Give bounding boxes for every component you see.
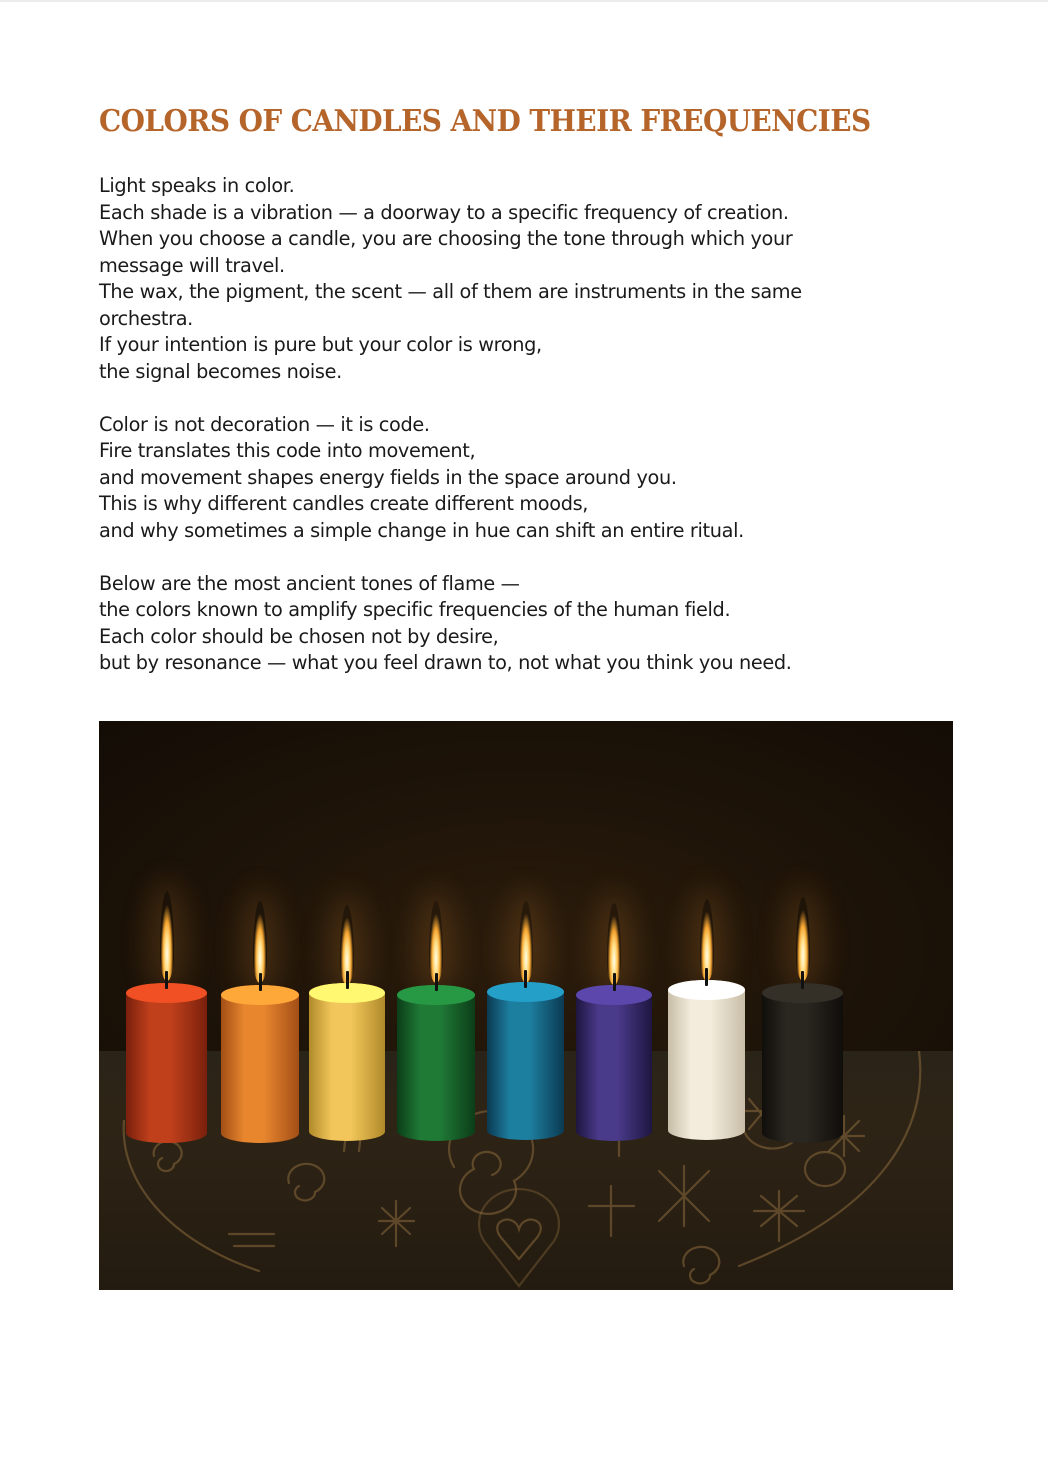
- text-line: This is why different candles create different moods,: [99, 492, 589, 515]
- text-line: and movement shapes energy fields in the space around you.: [99, 465, 677, 489]
- body-text: [99, 173, 919, 677]
- text-line: When you choose a candle, you are choosing the tone through which your: [99, 227, 793, 250]
- candle-white: [668, 980, 745, 1140]
- paragraph-2: [99, 412, 919, 545]
- candle-yellow: [309, 983, 385, 1141]
- text-line: Fire translates this code into movement,: [99, 439, 476, 462]
- candle-flame-icon: [253, 901, 267, 983]
- text-line: Color is not decoration — it is code.: [99, 412, 430, 436]
- text-line: The wax, the pigment, the scent — all of them are instruments in the same: [99, 280, 802, 303]
- text-line: Each color should be chosen not by desire,: [99, 624, 499, 648]
- candle-blue: [487, 982, 564, 1140]
- candle-wick: [165, 971, 168, 989]
- candle-black: [762, 983, 843, 1143]
- candle-green: [397, 985, 475, 1141]
- text-line: Below are the most ancient tones of flame —: [99, 571, 520, 595]
- candle-wick: [613, 973, 616, 991]
- candle-wick: [801, 971, 804, 989]
- paragraph-1: [99, 173, 919, 385]
- page-top-edge: [0, 0, 1048, 2]
- candle-wick: [705, 968, 708, 986]
- candle-wick: [524, 970, 527, 988]
- text-line: message will travel.: [99, 253, 285, 277]
- candle-flame-icon: [796, 897, 810, 981]
- text-line: Light speaks in color.: [99, 174, 295, 197]
- candle-flame-icon: [429, 901, 443, 983]
- text-line: If your intention is pure but your color is wrong,: [99, 333, 542, 356]
- candle-wick: [435, 973, 438, 991]
- text-line: the signal becomes noise.: [99, 359, 342, 383]
- text-line: Each shade is a vibration — a doorway to a specific frequency of creation.: [99, 200, 789, 224]
- candle-wick: [346, 971, 349, 989]
- text-line: the colors known to amplify specific frequencies of the human field.: [99, 598, 731, 621]
- page-title: COLORS OF CANDLES AND THEIR FREQUENCIES: [99, 104, 871, 139]
- text-line: but by resonance — what you feel drawn to, not what you think you need.: [99, 651, 792, 674]
- candle-red: [126, 983, 207, 1143]
- candle-purple: [576, 985, 652, 1141]
- candles-photo: [99, 721, 953, 1290]
- paragraph-3: [99, 571, 919, 677]
- text-line: and why sometimes a simple change in hue can shift an entire ritual.: [99, 518, 744, 542]
- text-line: orchestra.: [99, 306, 193, 330]
- candle-wick: [259, 973, 262, 991]
- candle-orange: [221, 985, 299, 1143]
- candle-flame-icon: [160, 891, 174, 981]
